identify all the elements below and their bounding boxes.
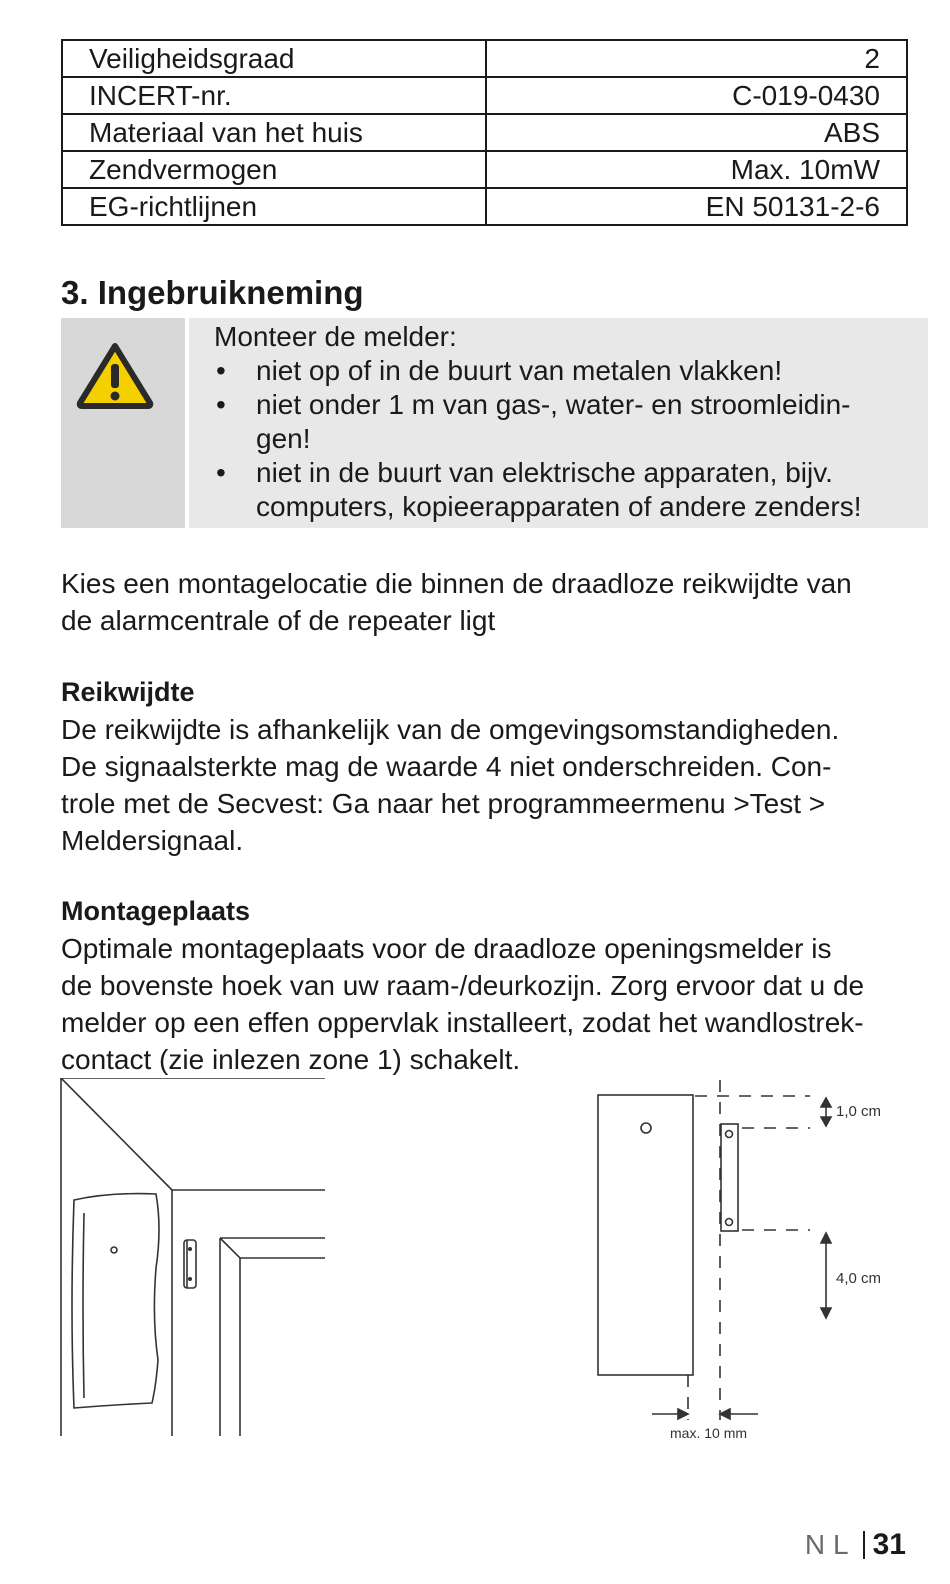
table-row <box>62 114 907 151</box>
list-item <box>214 354 928 388</box>
list-item-text-cont: computers, kopieerapparaten of andere zenders! <box>256 491 862 522</box>
warning-triangle-icon <box>75 340 155 410</box>
text-line: Optimale montageplaats voor de draadloze openingsmelder is <box>61 933 832 964</box>
language-code: NL <box>804 1529 857 1560</box>
table-row <box>62 40 907 77</box>
spec-label: Veiligheidsgraad <box>62 40 486 77</box>
text-line: trole met de Secvest: Ga naar het programmeermenu >Test > <box>61 788 826 819</box>
montageplaats-paragraph <box>61 930 921 1078</box>
warning-box <box>61 318 928 528</box>
montageplaats-heading: Montageplaats <box>61 896 251 926</box>
dimension-label-bottom: max. 10 mm <box>670 1425 748 1441</box>
window-frame-illustration <box>60 1078 330 1440</box>
page-footer <box>805 1528 906 1562</box>
bullet: • <box>216 355 226 386</box>
list-item <box>214 456 928 524</box>
table-row <box>62 188 907 225</box>
spec-value: ABS <box>486 114 907 151</box>
dimension-label-top: 1,0 cm <box>836 1103 882 1120</box>
table-row <box>62 77 907 114</box>
list-item-text: niet in de buurt van elektrische apparaten, bijv. <box>256 457 833 488</box>
intro-paragraph <box>61 565 921 639</box>
text-line: De signaalsterkte mag de waarde 4 niet onderschreiden. Con- <box>61 751 832 782</box>
text-line: Meldersignaal. <box>61 825 244 856</box>
list-item-text: niet onder 1 m van gas-, water- en stroomleidin- <box>256 389 851 420</box>
warning-icon-cell <box>61 318 185 528</box>
text-line: melder op een effen oppervlak installeert, zodat het wandlostrek- <box>61 1007 864 1038</box>
text-line: de bovenste hoek van uw raam-/deurkozijn. Zorg ervoor dat u de <box>61 970 865 1001</box>
spec-label: Materiaal van het huis <box>62 114 486 151</box>
specifications-table <box>61 39 908 226</box>
spec-value: Max. 10mW <box>486 151 907 188</box>
table-row <box>62 151 907 188</box>
list-item <box>214 388 928 456</box>
reikwijdte-heading: Reikwijdte <box>61 677 195 707</box>
section-title: 3. Ingebruikneming <box>61 274 364 311</box>
spec-value: C-019-0430 <box>486 77 907 114</box>
spec-value: EN 50131-2-6 <box>486 188 907 225</box>
dimension-label-middle: 4,0 cm <box>836 1270 882 1287</box>
text-line: Kies een montagelocatie die binnen de draadloze reikwijdte van <box>61 568 852 599</box>
spec-label: INCERT-nr. <box>62 77 486 114</box>
mounting-dimensions-diagram <box>590 1080 910 1445</box>
reikwijdte-paragraph <box>61 711 921 859</box>
warning-intro: Monteer de melder: <box>214 321 457 352</box>
bullet: • <box>216 389 226 420</box>
list-item-text: niet op of in de buurt van metalen vlakken! <box>256 355 783 386</box>
warning-list <box>214 354 928 524</box>
bullet: • <box>216 457 226 488</box>
text-line: de alarmcentrale of de repeater ligt <box>61 605 496 636</box>
text-line: contact (zie inlezen zone 1) schakelt. <box>61 1044 521 1075</box>
list-item-text-cont: gen! <box>256 423 311 454</box>
page-number: 31 <box>872 1528 906 1561</box>
spec-label: EG-richtlijnen <box>62 188 486 225</box>
warning-text <box>189 318 928 528</box>
footer-divider <box>863 1531 865 1559</box>
spec-label: Zendvermogen <box>62 151 486 188</box>
text-line: De reikwijdte is afhankelijk van de omgevingsomstandigheden. <box>61 714 840 745</box>
spec-value: 2 <box>486 40 907 77</box>
